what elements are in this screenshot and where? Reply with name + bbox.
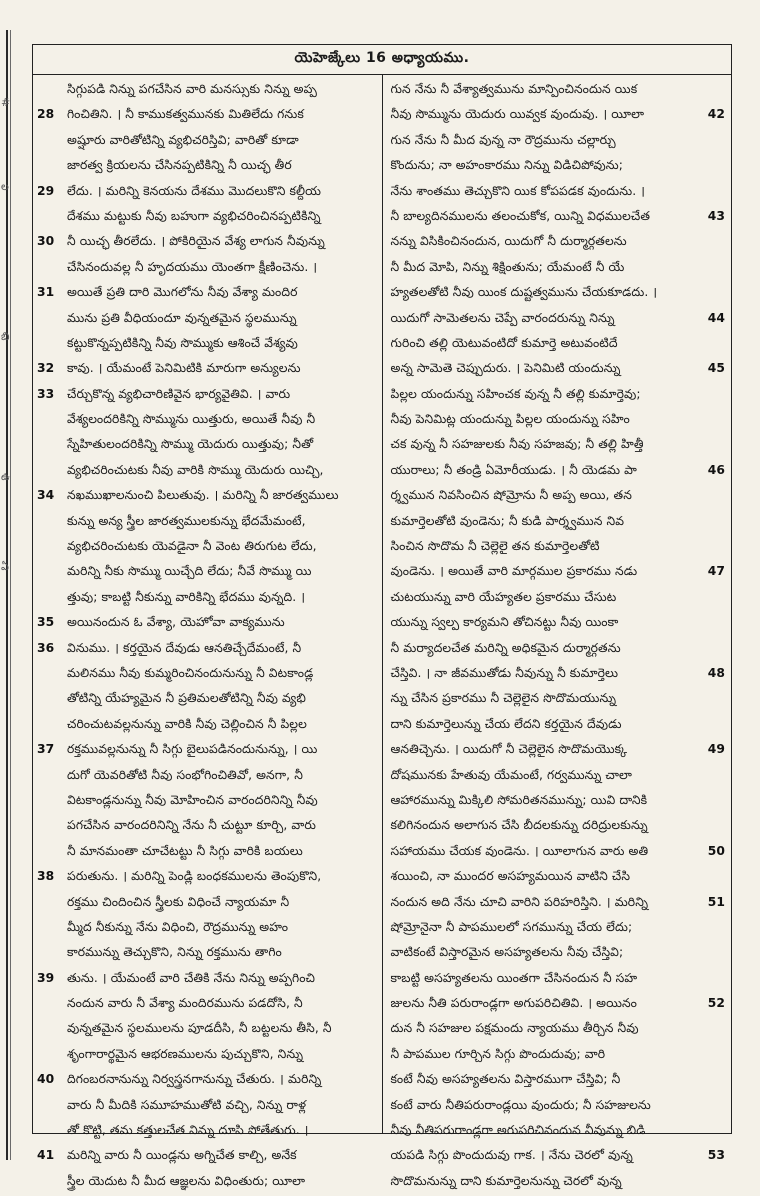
- verse-text: అన్న సామెతె చెప్పుదురు. । పెనిమిటి యందున్ను: [390, 361, 621, 376]
- text-line: [41, 940, 374, 965]
- verse-text: దాని కుమార్తెలున్ను చేయ లేదని కర్తయైన దేవుడు: [390, 716, 622, 731]
- text-line: [37, 1143, 374, 1168]
- text-line: [391, 458, 724, 483]
- verse-text: నీవు పెనిమిట్ల యందున్ను పిల్లల యందున్ను సహిం: [390, 412, 630, 427]
- text-line: [41, 407, 374, 432]
- verse-text: త్తువు; కాబట్టి నీకున్ను వారికిన్ని భేదము వున్నది. ।: [67, 589, 306, 604]
- text-line: [41, 1118, 374, 1143]
- verse-text: రక్తమువల్లనున్ను నీ సిగ్గు బైలుపడినందునున్ను, । యి: [67, 742, 318, 757]
- verse-text: పరుతును. । మరిన్ని పెండ్లి బంధకములను తెంపుకొని,: [67, 869, 322, 884]
- verse-text: దోషమునకు హేతువు యేమంటే, గర్వమున్ను చాలా: [390, 767, 633, 782]
- verse-text: తో కొట్టి, తమ కత్తులచేత నిన్ను దూసి పోతేతురు. ।: [67, 1123, 309, 1138]
- text-line: [37, 1067, 374, 1092]
- text-line: [391, 737, 724, 762]
- text-line: [391, 1093, 724, 1118]
- verse-text: ఆనతిచ్చెను. । యిదుగో నీ చెల్లెలైన సొదొమయొక్క: [390, 742, 628, 757]
- text-line: [391, 610, 724, 635]
- verse-text: తును. । యేమంటే వారి చేతికి నేను నిన్ను అప్పగించి: [67, 970, 316, 985]
- text-line: [391, 1169, 724, 1194]
- text-line: [37, 636, 374, 661]
- text-line: [391, 356, 724, 381]
- text-line: [391, 534, 724, 559]
- verse-text: యిదుగో సామెతలను చెప్పే వారందరున్ను నిన్ను: [390, 310, 615, 325]
- text-line: [37, 179, 374, 204]
- verse-text: చరించుటవల్లనున్ను వారికి నీవు చెల్లించిన నీ పిల్లల: [67, 716, 307, 731]
- verse-text: కుమార్తెలతోటి వుండెను; నీ కుడి పార్శ్వమున నివ: [390, 513, 625, 528]
- verse-text: హ్యతలతోటి నీవు యింక దుష్టత్వమును చేయకూడదు. ।: [390, 285, 658, 300]
- verse-text: యున్ను స్వల్ప కార్యమని తోచినట్టు నీవు యింకా: [390, 615, 619, 630]
- verse-text: అయినందున ఓ వేశ్యా, యెహోవా వాక్యమును: [67, 615, 285, 630]
- verse-text: నేను శాంతము తెచ్చుకొని యిక కోపపడక వుందును. ।: [390, 183, 646, 198]
- text-line: [391, 229, 724, 254]
- verse-text: నీ యిచ్ఛ తీరలేదు. । పోకిరియైన వేశ్య లాగున నీవున్ను: [67, 234, 325, 249]
- verse-text: యురాలు; నీ తండ్రి ఏమోరీయుడు. । నీ యెడమ పా: [390, 462, 637, 477]
- text-line: [391, 306, 724, 331]
- verse-number: 28: [37, 107, 55, 122]
- verse-text: వినుము. । కర్తయైన దేవుడు ఆనతిచ్చేదేమంటే, నీ: [67, 640, 302, 655]
- text-line: [41, 534, 374, 559]
- verse-text: నీవు నీతిపరురాండ్లగా అగుపరిచినందున నీవున్ను బిడి: [390, 1123, 646, 1138]
- verse-text: మును ప్రతి వీధియందూ వున్నతమైన స్థలమున్ను: [67, 310, 297, 325]
- margin-mark: ఏ: [1, 560, 9, 573]
- verse-text: వ్యభిచరించుటకు నీవు వారికి సొమ్ము యెదురు యిచ్చి,: [67, 462, 324, 477]
- verse-number: 50: [707, 843, 725, 858]
- verse-text: కట్టుకొన్నప్పటికిన్ని నీవు సొమ్ముకు ఆశించే వేశ్యవు: [67, 335, 298, 350]
- verse-text: సహాయము చేయక వుండెను. । యీలాగున వారు అతి: [390, 843, 649, 858]
- text-line: [391, 509, 724, 534]
- text-line: [41, 890, 374, 915]
- verse-text: గున నేను నీ మీద వున్న నా రౌద్రమును చల్లార్చు: [390, 132, 616, 147]
- text-line: [391, 204, 724, 229]
- verse-text: నందున వారు నీ వేశ్యా మందిరమును పడదోసి, నీ: [67, 996, 303, 1011]
- text-line: [41, 458, 374, 483]
- verse-text: వాటికంటే విస్తారమైన అసహ్యతలను నీవు చేస్తివి;: [390, 945, 624, 960]
- text-line: [41, 432, 374, 457]
- verse-text: సించిన సొదొమ నీ చెల్లెలై తన కుమార్తెలతోటి: [390, 539, 600, 554]
- verse-text: కాబట్టి అసహ్యతలను యింతగా చేసినందున నీ సహ: [390, 970, 638, 985]
- verse-text: కారమున్ను తెచ్చుకొని, నిన్ను రక్తమును తాగిం: [67, 945, 282, 960]
- text-line: [391, 890, 724, 915]
- verse-text: విటకాండ్లనున్ను నీవు మోహించిన వారందరినిన్ని నీవు: [67, 792, 318, 807]
- verse-text: మలినము నీవు కుమ్మరించినందునున్ను నీ విటకాండ్ల: [67, 665, 314, 680]
- text-line: [391, 686, 724, 711]
- left-column: [33, 75, 383, 1188]
- text-line: [41, 813, 374, 838]
- verse-number: 34: [37, 488, 55, 503]
- verse-text: ర్శ్వమున నివసించిన షోమ్రోను నీ అప్ప అయి, తన: [390, 488, 632, 503]
- verse-text: దేశము మట్టుకు నీవు బహుగా వ్యభిచరించినప్పటికిన్ని: [67, 208, 321, 223]
- text-line: [391, 864, 724, 889]
- text-line: [391, 1016, 724, 1041]
- text-line: [37, 382, 374, 407]
- verse-number: 43: [707, 208, 725, 223]
- verse-number: 31: [37, 285, 55, 300]
- verse-text: చక వున్న నీ సహజులకు నీవు సహజవు; నీ తల్లి హిత్తీ: [390, 437, 644, 452]
- verse-number: 30: [37, 234, 55, 249]
- verse-text: యపడి సిగ్గు పొందుదువు గాక. । నేను చెరలో వున్న: [390, 1148, 633, 1163]
- verse-text: గున నేను నీ వేశ్యాత్వమును మాన్పించినందున యిక: [390, 82, 638, 96]
- margin-marks: [0, 0, 24, 1196]
- verse-text: దిగంబరనానున్ను నిర్వస్త్రనగానున్ను చేతురు. । మరిన్ని: [67, 1072, 322, 1087]
- verse-number: 48: [707, 665, 725, 680]
- text-line: [37, 966, 374, 991]
- verse-text: మరిన్ని వారు నీ యిండ్లను అగ్నిచేత కాల్చి, అనేక: [67, 1148, 297, 1163]
- verse-text: షోమ్రోనైనా నీ పాపములలో సగమున్ను చేయ లేదు;: [390, 919, 633, 934]
- text-line: [41, 306, 374, 331]
- text-line: [391, 407, 724, 432]
- text-line: [391, 432, 724, 457]
- verse-text: నఖముఖాలనుంచి పిలుతువు. । మరిన్ని నీ జారత్వములు: [67, 488, 339, 503]
- verse-text: అష్షూరు వారితోటిన్ని వ్యభిచరిస్తివి; వారితో కూడా: [67, 132, 299, 147]
- text-line: [391, 966, 724, 991]
- text-line: [391, 915, 724, 940]
- verse-number: 42: [707, 107, 725, 122]
- verse-number: 29: [37, 183, 55, 198]
- verse-text: దున నీ సహజుల పక్షమందు న్యాయము తీర్చిన నీవు: [390, 1021, 639, 1036]
- text-line: [41, 763, 374, 788]
- verse-text: కొందును; నా అహంకారము నిన్ను విడిచిపోవును;: [390, 158, 623, 173]
- text-line: [37, 280, 374, 305]
- text-line: [391, 636, 724, 661]
- text-line: [41, 153, 374, 178]
- text-line: [37, 864, 374, 889]
- verse-number: 32: [37, 361, 55, 376]
- text-line: [41, 712, 374, 737]
- verse-text: నీ మర్యాదలచేత మరిన్ని అధికమైన దుర్మార్గతను: [390, 640, 621, 655]
- verse-number: 39: [37, 970, 55, 985]
- text-line: [391, 128, 724, 153]
- verse-text: వ్యభిచరించుటకు యెవడైనా నీ వెంట తిరుగుట లేదు,: [67, 539, 317, 554]
- margin-mark: ల: [1, 180, 9, 193]
- verse-number: 47: [707, 564, 725, 579]
- text-line: [391, 1143, 724, 1168]
- text-line: [37, 737, 374, 762]
- text-line: [391, 102, 724, 127]
- text-line: [391, 77, 724, 102]
- text-line: [41, 915, 374, 940]
- verse-text: కావు. । యేమంటే పెనిమిటికి మారుగా అన్యులను: [67, 361, 301, 376]
- verse-text: నీ బాల్యదినములను తలంచుకోక, యిన్ని విధములచేత: [390, 208, 651, 223]
- text-line: [391, 763, 724, 788]
- verse-number: 38: [37, 869, 55, 884]
- verse-text: కలిగినందున అలాగున చేసి బీదలకున్ను దరిద్రులకున్ను: [390, 818, 648, 833]
- text-line: [391, 331, 724, 356]
- verse-text: పిల్లల యందున్ను సహించక వున్న నీ తల్లి కుమార్తెవు;: [390, 386, 641, 401]
- text-line: [41, 509, 374, 534]
- text-line: [41, 204, 374, 229]
- text-line: [391, 839, 724, 864]
- verse-number: 35: [37, 615, 55, 630]
- text-line: [41, 77, 374, 102]
- verse-number: 45: [707, 361, 725, 376]
- text-line: [41, 331, 374, 356]
- text-line: [37, 356, 374, 381]
- text-line: [41, 559, 374, 584]
- verse-text: దుగో యెవరితోటి నీవు సంభోగించితివో, అనగా, నీ: [67, 767, 303, 782]
- verse-text: సిగ్గుపడి నిన్ను పగచేసిన వారి మనస్సుకు నిన్ను అప్ప: [67, 82, 317, 96]
- verse-text: జారత్వ క్రియలను చేసినప్పటికిన్ని నీ యిచ్ఛ తీర: [67, 158, 292, 173]
- verse-number: 44: [707, 310, 725, 325]
- text-line: [41, 255, 374, 280]
- text-line: [37, 102, 374, 127]
- verse-text: ఆహారమున్ను మిక్కిలి సోమరితనమున్ను; యివి దానికి: [390, 792, 648, 807]
- text-line: [391, 661, 724, 686]
- text-line: [41, 1042, 374, 1067]
- chapter-heading: యెహెజ్కేలు 16 అధ్యాయము.: [33, 45, 731, 75]
- verse-text: తోటిన్ని యేహ్యమైన నీ ప్రతిమలతోటిన్ని నీవు వ్యభి: [67, 691, 306, 706]
- text-line: [391, 991, 724, 1016]
- text-line: [41, 128, 374, 153]
- margin-mark: #: [1, 96, 11, 109]
- text-line: [391, 585, 724, 610]
- text-line: [391, 382, 724, 407]
- verse-text: రక్తము చిందించిన స్త్రీలకు విధించే న్యాయమా నీ: [67, 894, 290, 909]
- verse-text: న్ను చేసిన ప్రకారము నీ చెల్లెలైన సొదొమయున్ను: [390, 691, 617, 706]
- verse-number: 37: [37, 742, 55, 757]
- verse-text: లేదు. । మరిన్ని కెనయను దేశము మొదలుకొని కల్దీయ: [67, 183, 322, 198]
- verse-text: చేసినందువల్ల నీ హృదయము యెంతగా క్షీణించెను. ।: [67, 259, 318, 274]
- text-line: [391, 788, 724, 813]
- verse-text: నీ పాపముల గూర్చిన సిగ్గు పొందుదువు; వారి: [390, 1046, 606, 1061]
- text-line: [391, 1067, 724, 1092]
- text-line: [41, 585, 374, 610]
- verse-number: 51: [707, 894, 725, 909]
- verse-text: గించితిని. । నీ కాముకత్వమునకు మితిలేదు గనుక: [67, 107, 304, 122]
- verse-number: 53: [707, 1148, 725, 1163]
- text-line: [391, 813, 724, 838]
- text-line: [41, 1169, 374, 1194]
- verse-number: 33: [37, 386, 55, 401]
- verse-text: పగచేసిన వారందరినిన్ని నేను నీ చుట్టూ కూర్చి, వారు: [67, 818, 316, 833]
- text-line: [391, 559, 724, 584]
- text-line: [41, 839, 374, 864]
- text-line: [391, 280, 724, 305]
- text-line: [391, 1118, 724, 1143]
- text-line: [37, 610, 374, 635]
- text-line: [37, 483, 374, 508]
- verse-text: చేర్చుకొన్న వ్యభిచారిణివైన భార్యవైతివి. । వారు: [67, 386, 291, 401]
- verse-text: మరిన్ని నీకు సొమ్ము యిచ్చేది లేదు; నీవే సొమ్ము యి: [67, 564, 312, 579]
- text-line: [391, 179, 724, 204]
- verse-text: వేశ్యలందరికిన్ని సొమ్మును యిత్తురు, అయితే నీవు నీ: [67, 412, 316, 427]
- right-column: [383, 75, 732, 1188]
- text-line: [41, 991, 374, 1016]
- verse-text: వున్నతమైన స్థలములను పూడదీసి, నీ బట్టలను తీసి, నీ: [67, 1021, 332, 1036]
- text-line: [37, 229, 374, 254]
- verse-text: నీవు సొమ్మును యెదురు యివ్వక వుందువు. । యీలా: [390, 107, 645, 122]
- verse-text: వారు నీ మీదికి సమూహముతోటి వచ్చి, నిన్ను రాళ్ల: [67, 1097, 307, 1112]
- verse-text: జులను నీతి పరురాండ్లగా అగుపరిచితివి. । అయినం: [390, 996, 638, 1011]
- verse-text: కంటే నీవు అసహ్యతలను విస్తారముగా చేస్తివి; నీ: [390, 1072, 621, 1087]
- verse-text: చుటయున్ను వారి యేహ్యతల ప్రకారము చేసుట: [390, 589, 617, 604]
- verse-text: స్నేహితులందరికిన్ని సొమ్ము యెదురు యిత్తువు; నీతో: [67, 437, 314, 452]
- verse-number: 41: [37, 1148, 55, 1163]
- verse-text: చేస్తివి. । నా జీవముతోడు నీవున్ను నీ కుమార్తెలు: [390, 665, 619, 680]
- verse-text: నీ మానమంతా చూచేటట్టు నీ సిగ్గు వారికి బయలు: [67, 843, 303, 858]
- verse-text: వుండెను. । అయితే వారి మార్గముల ప్రకారము నడు: [390, 564, 638, 579]
- verse-text: మ్మీద నీకున్ను నేను విధించి, రౌద్రమున్ను అహం: [67, 919, 289, 934]
- text-line: [41, 686, 374, 711]
- text-line: [391, 255, 724, 280]
- text-line: [391, 483, 724, 508]
- bible-page: [32, 44, 732, 1188]
- margin-mark: బి: [1, 330, 10, 343]
- text-line: [391, 153, 724, 178]
- verse-text: కున్ను అన్య స్త్రీల జారత్వములకున్ను భేదమేమంటే,: [67, 513, 306, 528]
- verse-number: 46: [707, 462, 725, 477]
- text-line: [41, 1016, 374, 1041]
- verse-number: 40: [37, 1072, 55, 1087]
- text-line: [41, 788, 374, 813]
- verse-text: సొదొమనున్ను దాని కుమార్తెలనున్ను చెరలో వున్న: [390, 1173, 622, 1188]
- verse-number: 36: [37, 640, 55, 655]
- text-line: [391, 1042, 724, 1067]
- text-line: [41, 661, 374, 686]
- verse-text: అయితే ప్రతి దారి మొగలోను నీవు వేశ్యా మందిర: [67, 285, 298, 300]
- verse-number: 49: [707, 742, 725, 757]
- text-line: [41, 1093, 374, 1118]
- text-line: [391, 940, 724, 965]
- verse-number: 52: [707, 996, 725, 1011]
- margin-mark: ఉ: [1, 470, 10, 483]
- verse-text: కంటే వారు నీతిపరురాండ్లయి వుందురు; నీ సహజులను: [390, 1097, 651, 1112]
- verse-text: గురించి తల్లి యెటువంటిదో కుమార్తె అటువంటిదే: [390, 335, 618, 350]
- verse-text: స్త్రీల యెదుట నీ మీద ఆజ్ఞలను విధింతురు; యీలా: [67, 1173, 306, 1188]
- verse-text: శృంగారార్థమైన ఆభరణములను పుచ్చుకొని, నిన్ను: [67, 1046, 304, 1061]
- verse-text: నందున అది నేను చూచి వారిని పరిహరిస్తిని. । మరిన్ని: [390, 894, 649, 909]
- verse-text: నీ మీద మోపి, నిన్ను శిక్షింతును; యేమంటే నీ యే: [390, 259, 625, 274]
- text-line: [391, 712, 724, 737]
- verse-text: శయించి, నా ముందర అసహ్యమయిన వాటిని చేసి: [390, 869, 631, 884]
- verse-text: నన్ను విసికించినందున, యిదుగో నీ దుర్మార్గతలను: [390, 234, 627, 249]
